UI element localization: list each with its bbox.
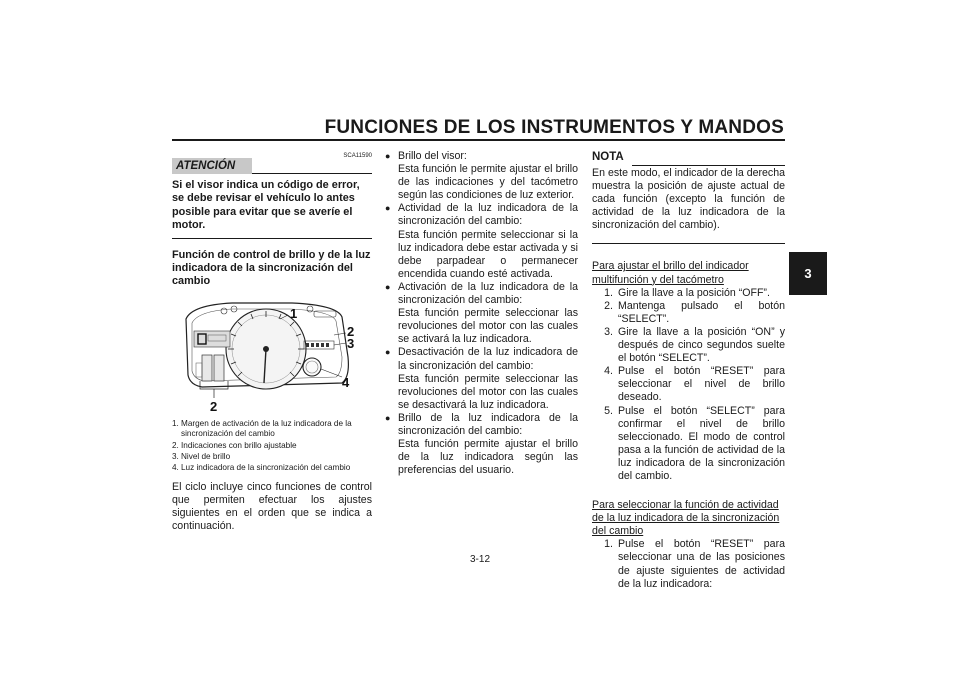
instrument-cluster-figure <box>172 297 360 417</box>
step-item: 5. Pulse el botón “SELECT” para confirmar el nivel de brillo seleccionado. El modo de control pasa a la función de actividad de la luz indicadora de la sincronización del cambio. <box>604 404 785 482</box>
note-text: En este modo, el indicador de la derecha muestra la posición de ajuste actual de cada función (excepto la función de actividad de la luz indicadora de la sincronización del cambio). <box>592 167 785 232</box>
figure-captions <box>172 419 372 474</box>
bullet-item <box>385 150 578 202</box>
step-item: 1. Gire la llave a la posición “OFF”. <box>604 286 770 299</box>
bullet-icon: ● <box>385 347 391 358</box>
chapter-tab[interactable]: 3 <box>789 252 827 295</box>
warning-text: Si el visor indica un código de error, se debe revisar el vehículo lo antes posible para evitar que se averíe el motor. <box>172 179 360 232</box>
header-rule <box>172 139 785 141</box>
procedure-steps-brightness <box>592 287 785 483</box>
bullet-item <box>385 412 578 477</box>
bullet-item <box>385 281 578 346</box>
caption-item: 3. Nivel de brillo <box>172 452 231 462</box>
warning-label: ATENCIÓN <box>172 158 252 174</box>
page-number: 3-12 <box>469 554 490 565</box>
callout-3: 3 <box>347 335 355 351</box>
procedure-title-activity: Para seleccionar la función de actividad de la luz indicadora de la sincronización del cambio <box>592 499 780 538</box>
bullet-text: Esta función permite seleccionar las revoluciones del motor con las cuales se activará la luz indicadora. <box>398 307 578 346</box>
callout-2-right: 2 <box>347 323 355 339</box>
note-end-rule <box>592 243 785 244</box>
bullet-icon: ● <box>385 203 391 214</box>
bullet-text: Esta función permite ajustar el brillo de la luz indicadora según las preferencias del usuario. <box>398 438 578 477</box>
instrument-cluster-illustration <box>172 297 360 417</box>
caption-item: 1. Margen de activación de la luz indicadora de la sincronización del cambio <box>172 418 352 439</box>
bullet-title: Brillo del visor: <box>398 150 467 162</box>
note-header <box>592 150 785 167</box>
bullet-icon: ● <box>385 412 391 423</box>
bullet-title: Brillo de la luz indicadora de la sincronización del cambio: <box>398 411 578 437</box>
step-item: 3. Gire la llave a la posición “ON” y después de cinco segundos suelte el botón “SELECT”. <box>604 325 785 365</box>
bullet-item <box>385 202 578 281</box>
warning-header <box>172 150 372 176</box>
step-item: 1. Pulse el botón “RESET” para seleccionar una de las posiciones de ajuste siguientes de actividad de la luz indicadora: <box>604 538 785 590</box>
caption-item: 2. Indicaciones con brillo ajustable <box>172 440 297 450</box>
callout-1: 1 <box>290 305 298 321</box>
bullet-icon: ● <box>385 281 391 292</box>
bullet-text: Esta función le permite ajustar el brillo de las indicaciones y del tacómetro según las condiciones de luz exterior. <box>398 163 578 202</box>
bullet-title: Activación de la luz indicadora de la sincronización del cambio: <box>398 280 578 307</box>
warning-rule <box>252 173 372 174</box>
note-rule <box>632 165 785 166</box>
bullet-text: Esta función permite seleccionar las revoluciones del motor con las cuales se desactivará la luz indicadora. <box>398 372 578 411</box>
column-left <box>172 150 372 533</box>
note-label: NOTA <box>592 151 624 163</box>
caption-item: 4. Luz indicadora de la sincronización del cambio <box>172 463 351 473</box>
bullet-title: Desactivación de la luz indicadora de la sincronización del cambio: <box>398 346 578 372</box>
bullet-title: Actividad de la luz indicadora de la sincronización del cambio: <box>398 202 578 228</box>
bullet-item <box>385 346 578 411</box>
page-header-title: FUNCIONES DE LOS INSTRUMENTOS Y MANDOS <box>324 117 784 138</box>
intro-paragraph: El ciclo incluye cinco funciones de control que permiten efectuar los ajustes siguientes en el orden que se indica a continuación. <box>172 480 372 533</box>
callout-2-bottom: 2 <box>210 398 218 414</box>
procedure-title-brightness: Para ajustar el brillo del indicador multifunción y del tacómetro <box>592 260 749 286</box>
column-middle <box>385 150 578 477</box>
warning-code: SCA11590 <box>343 153 372 159</box>
bullet-icon: ● <box>385 151 391 161</box>
section-heading: Función de control de brillo y de la luz indicadora de la sincronización del cambio <box>172 248 371 288</box>
step-item: 4. Pulse el botón “RESET” para seleccionar el nivel de brillo deseado. <box>604 365 785 404</box>
column-right <box>592 150 785 591</box>
warning-end-rule <box>172 238 372 239</box>
step-item: 2. Mantenga pulsado el botón “SELECT”. <box>604 299 785 325</box>
bullet-text: Esta función permite seleccionar si la luz indicadora debe estar activada y si debe parpadear o permanecer encendida cuando esté activada. <box>398 228 578 280</box>
callout-4: 4 <box>342 374 350 390</box>
